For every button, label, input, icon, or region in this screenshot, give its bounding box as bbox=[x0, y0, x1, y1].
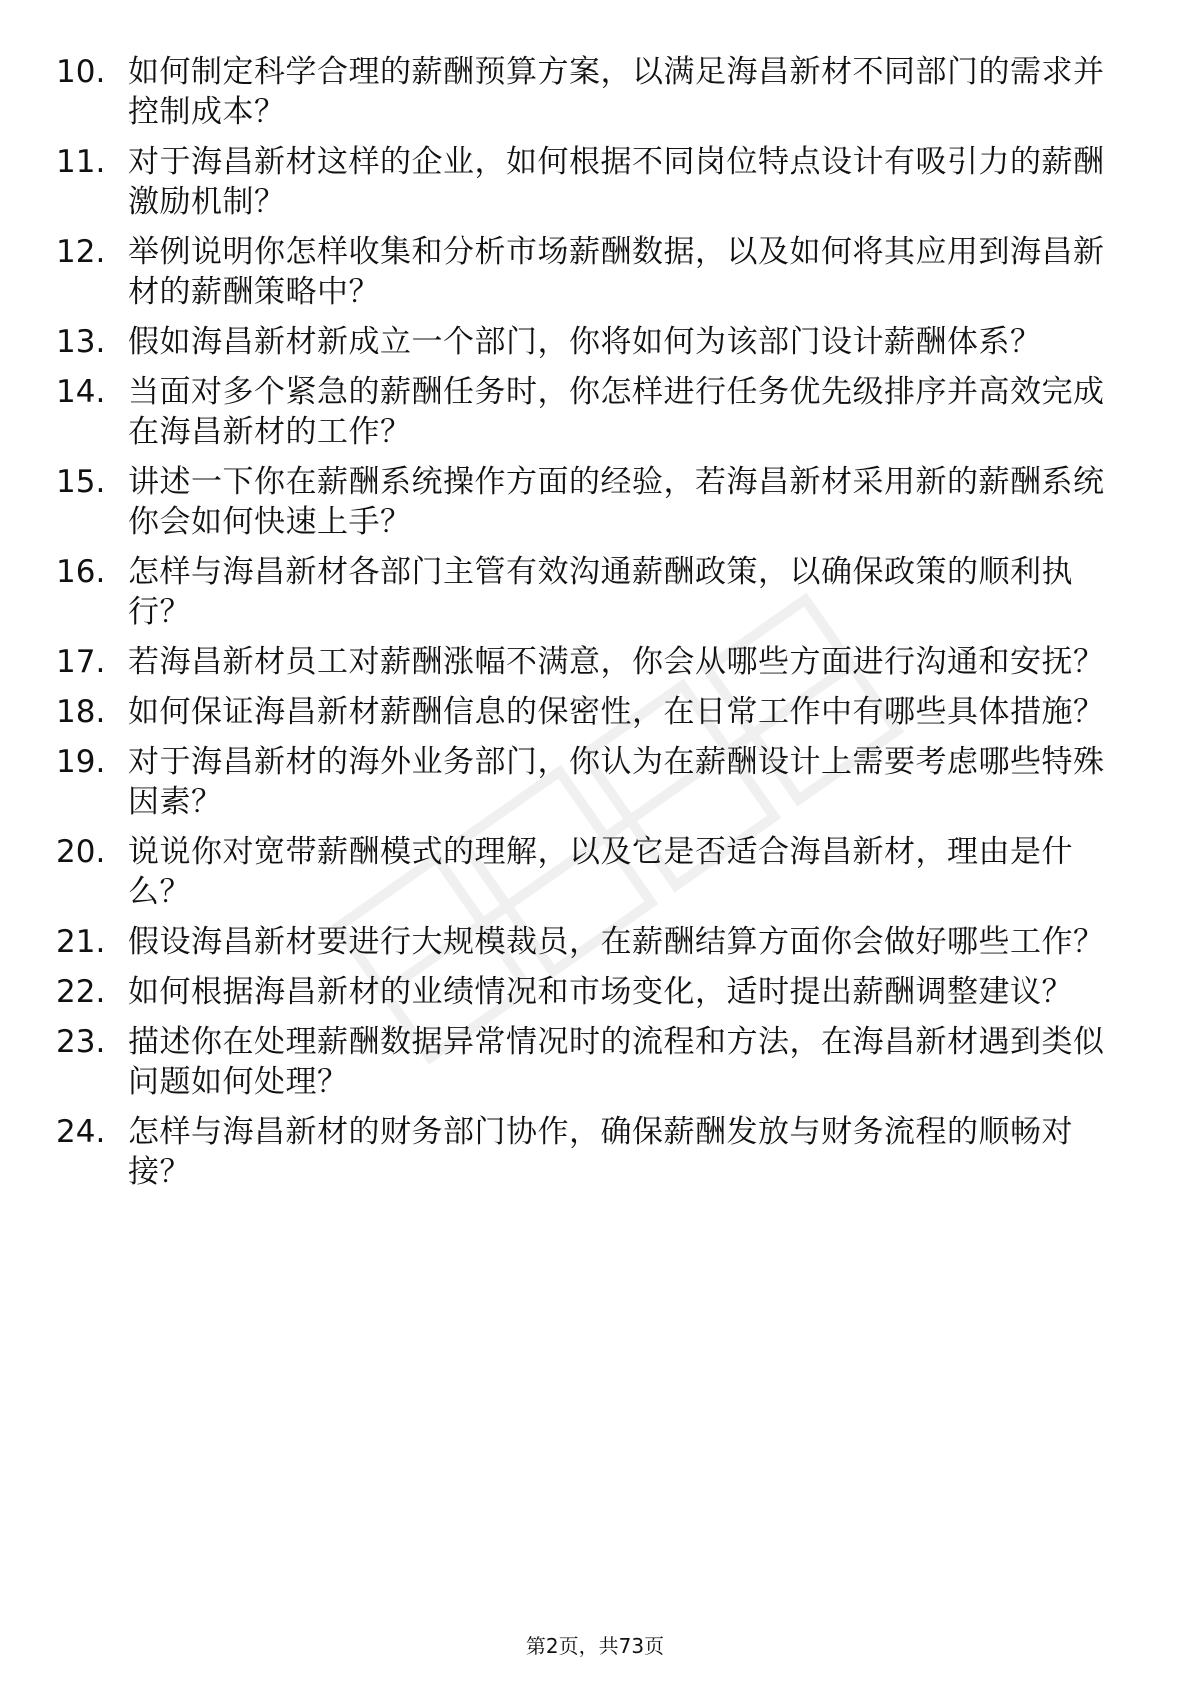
list-item bbox=[56, 552, 1106, 632]
question-number: 11. bbox=[56, 144, 106, 180]
list-item bbox=[56, 642, 1106, 682]
question-text: 当面对多个紧急的薪酬任务时，你怎样进行任务优先级排序并高效完成在海昌新材的工作？ bbox=[128, 374, 1105, 450]
list-item bbox=[56, 832, 1106, 912]
question-number: 22. bbox=[56, 974, 106, 1010]
question-number: 19. bbox=[56, 744, 106, 780]
question-number: 21. bbox=[56, 924, 106, 960]
question-number: 15. bbox=[56, 464, 106, 500]
list-item bbox=[56, 742, 1106, 822]
question-text: 讲述一下你在薪酬系统操作方面的经验，若海昌新材采用新的薪酬系统你会如何快速上手？ bbox=[128, 464, 1105, 540]
question-number: 12. bbox=[56, 234, 106, 270]
question-text: 说说你对宽带薪酬模式的理解，以及它是否适合海昌新材，理由是什么？ bbox=[128, 834, 1073, 910]
page-footer: 第2页，共73页 bbox=[525, 1634, 665, 1658]
list-item bbox=[56, 692, 1106, 732]
question-number: 20. bbox=[56, 834, 106, 870]
question-number: 18. bbox=[56, 694, 106, 730]
question-text: 假设海昌新材要进行大规模裁员，在薪酬结算方面你会做好哪些工作？ bbox=[128, 924, 1105, 960]
question-text: 怎样与海昌新材的财务部门协作，确保薪酬发放与财务流程的顺畅对接？ bbox=[128, 1114, 1073, 1190]
question-number: 17. bbox=[56, 644, 106, 680]
question-text: 如何制定科学合理的薪酬预算方案，以满足海昌新材不同部门的需求并控制成本？ bbox=[128, 54, 1105, 130]
question-number: 14. bbox=[56, 374, 106, 410]
question-text: 描述你在处理薪酬数据异常情况时的流程和方法，在海昌新材遇到类似问题如何处理？ bbox=[128, 1024, 1105, 1100]
list-item bbox=[56, 1112, 1106, 1192]
question-text: 如何保证海昌新材薪酬信息的保密性，在日常工作中有哪些具体措施？ bbox=[128, 694, 1105, 730]
list-item bbox=[56, 922, 1106, 962]
question-text: 对于海昌新材的海外业务部门，你认为在薪酬设计上需要考虑哪些特殊因素？ bbox=[128, 744, 1105, 820]
question-number: 16. bbox=[56, 554, 106, 590]
list-item bbox=[56, 52, 1106, 132]
question-number: 13. bbox=[56, 324, 106, 360]
question-number: 23. bbox=[56, 1024, 106, 1060]
question-number: 10. bbox=[56, 54, 106, 90]
question-text: 假如海昌新材新成立一个部门，你将如何为该部门设计薪酬体系？ bbox=[128, 324, 1042, 360]
list-item bbox=[56, 372, 1106, 452]
list-item bbox=[56, 322, 1106, 362]
question-text: 举例说明你怎样收集和分析市场薪酬数据，以及如何将其应用到海昌新材的薪酬策略中？ bbox=[128, 234, 1105, 310]
list-item bbox=[56, 462, 1106, 542]
question-number: 24. bbox=[56, 1114, 106, 1150]
list-item bbox=[56, 142, 1106, 222]
question-text: 若海昌新材员工对薪酬涨幅不满意，你会从哪些方面进行沟通和安抚？ bbox=[128, 644, 1105, 680]
question-list bbox=[56, 52, 1106, 1202]
question-text: 怎样与海昌新材各部门主管有效沟通薪酬政策，以确保政策的顺利执行？ bbox=[128, 554, 1073, 630]
question-text: 如何根据海昌新材的业绩情况和市场变化，适时提出薪酬调整建议？ bbox=[128, 974, 1073, 1010]
list-item bbox=[56, 232, 1106, 312]
list-item bbox=[56, 972, 1106, 1012]
question-text: 对于海昌新材这样的企业，如何根据不同岗位特点设计有吸引力的薪酬激励机制？ bbox=[128, 144, 1105, 220]
list-item bbox=[56, 1022, 1106, 1102]
